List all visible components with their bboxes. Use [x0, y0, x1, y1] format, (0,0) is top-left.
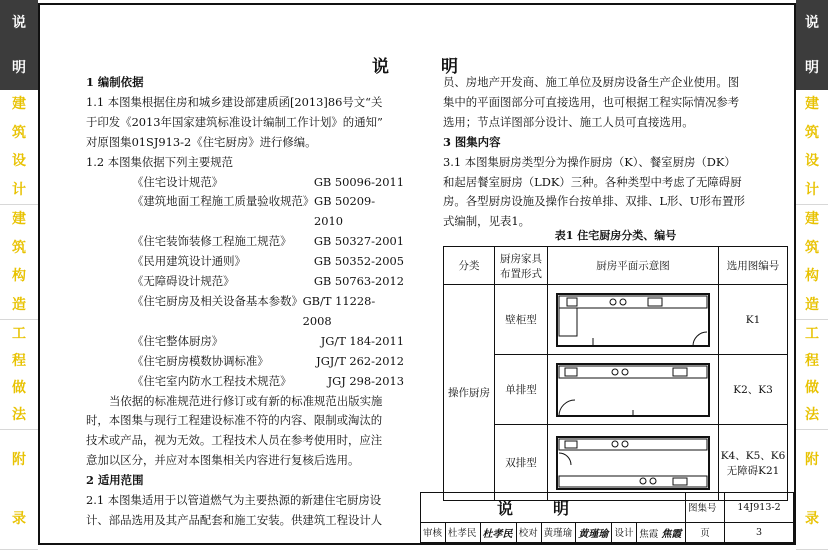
- layout-cell: 双排型: [495, 425, 548, 501]
- section-tab-char: 法: [805, 407, 819, 424]
- paragraph-line: 房。各型厨房设施及操作台按单排、双排、L形、U形布置形: [443, 194, 745, 209]
- table-row: [444, 425, 788, 501]
- section-tab-char: 建: [805, 211, 819, 228]
- standard-item: [86, 252, 404, 272]
- section-tab-char: 说: [12, 14, 26, 31]
- section-1-1: [86, 93, 404, 153]
- header-cell: 选用图编号: [719, 247, 788, 285]
- title-block: [420, 492, 794, 543]
- standard-item: [86, 352, 404, 372]
- header-cell: 厨房平面示意图: [548, 247, 719, 285]
- section-tab-char: 程: [805, 352, 819, 369]
- section-tab-char: 建: [805, 96, 819, 113]
- right-section-tabs: [796, 0, 828, 550]
- section-tab[interactable]: [796, 320, 828, 430]
- standard-code: JGJ 298-2013: [327, 373, 404, 388]
- layout-cell: 单排型: [495, 355, 548, 425]
- layout-cell: 壁柜型: [495, 285, 548, 355]
- design-label: 设计: [612, 522, 637, 542]
- designer-name: 焦霞: [639, 528, 659, 540]
- checker-name: 黄瑾瑜: [541, 522, 576, 542]
- standard-name: 《建筑地面工程施工质量验收规范》: [132, 194, 315, 209]
- standard-code: JGJ/T 262-2012: [316, 353, 404, 368]
- paragraph-line: 集中的平面图部分可直接选用，也可根据工程实际情况参考: [443, 94, 740, 109]
- note-paragraph: [86, 392, 404, 472]
- standard-item: [86, 332, 404, 352]
- designer-signature: 焦霞: [661, 528, 682, 540]
- section-tab-char: 建: [12, 211, 26, 228]
- standard-name: 《住宅厨房模数协调标准》: [132, 353, 269, 368]
- section-tab-char: 筑: [805, 239, 819, 256]
- standard-code: GB 50209-2010: [313, 194, 376, 229]
- standard-item: [86, 272, 404, 292]
- standard-item: [86, 192, 404, 232]
- header-cell: 分类: [444, 247, 495, 285]
- standard-name: 《住宅厨房及相关设备基本参数》: [132, 293, 303, 308]
- right-column: [443, 73, 788, 232]
- paragraph-line: 技术或产品，视为无效。工程技术人员在参考使用时，应注: [86, 433, 383, 448]
- checker-signature: 黄瑾瑜: [576, 522, 612, 542]
- header-cell: 厨房家具布置形式: [495, 247, 548, 285]
- section-tab-char: 录: [12, 511, 26, 528]
- standard-item: [86, 372, 404, 392]
- standard-code: GB/T 11228-2008: [302, 293, 376, 328]
- kitchen-types-table: [443, 246, 788, 501]
- section-tab[interactable]: [0, 0, 38, 90]
- designer-name-and-signature: [637, 522, 686, 542]
- standard-name: 《住宅装饰装修工程施工规范》: [132, 234, 292, 249]
- section-tab-char: 设: [12, 153, 26, 170]
- section-tab-char: 造: [805, 296, 819, 313]
- paragraph-line: 3.1 本图集厨房类型分为操作厨房（K）、餐室厨房（DK）: [443, 154, 736, 169]
- standard-item: [86, 292, 404, 332]
- plan-cell: [548, 425, 719, 501]
- atlas-number: 14J913-2: [725, 493, 794, 523]
- category-cell: 操作厨房: [444, 285, 495, 501]
- sheet-title: 说明: [421, 493, 686, 523]
- paragraph-line: 时，本图集与现行工程建设标准不符的内容、限制或淘汰的: [86, 413, 383, 428]
- section-tab-char: 筑: [12, 124, 26, 141]
- section-tab-char: 造: [12, 296, 26, 313]
- section-1-2-heading: 1.2 本图集依据下列主要规范: [86, 154, 234, 169]
- code-line: K4、K5、K6: [720, 449, 786, 462]
- standard-name: 《住宅整体厨房》: [132, 333, 224, 348]
- paragraph-line: 对原图集01SJ913-2《住宅厨房》进行修编。: [86, 134, 317, 149]
- section-tab-char: 录: [805, 511, 819, 528]
- section-tab[interactable]: [0, 320, 38, 430]
- table-caption: 表1 住宅厨房分类、编号: [554, 229, 677, 242]
- section-tab[interactable]: [0, 90, 38, 205]
- section-1-heading: 1 编制依据: [86, 75, 144, 89]
- plan-double-row-icon: [553, 433, 713, 493]
- section-tab[interactable]: [0, 205, 38, 320]
- table-row: [444, 355, 788, 425]
- section-tab[interactable]: [796, 205, 828, 320]
- section-tab-char: 计: [805, 181, 819, 198]
- section-tab-char: 建: [12, 96, 26, 113]
- plan-single-row-icon: [553, 360, 713, 420]
- review-label: 审核: [421, 522, 446, 542]
- section-tab[interactable]: [0, 430, 38, 550]
- paragraph-line: 计、部品选用及其产品配套和施工安装。供建筑工程设计人: [86, 512, 383, 527]
- section-tab-char: 计: [12, 181, 26, 198]
- standard-name: 《民用建筑设计通则》: [132, 254, 246, 269]
- standard-item: [86, 173, 404, 193]
- section-tab-char: 程: [12, 352, 26, 369]
- paragraph-line: 选用；节点详图部分设计、施工人员可直接选用。: [443, 114, 694, 129]
- standard-item: [86, 232, 404, 252]
- table-header-row: [444, 247, 788, 285]
- section-tab-char: 做: [805, 380, 819, 397]
- standard-name: 《无障碍设计规范》: [132, 274, 235, 289]
- section-tab[interactable]: [796, 0, 828, 90]
- section-tab-char: 明: [805, 59, 819, 76]
- section-tab-char: 筑: [12, 239, 26, 256]
- section-tab-char: 构: [805, 268, 819, 285]
- section-tab[interactable]: [796, 90, 828, 205]
- code-cell: K1: [719, 285, 788, 355]
- paragraph-line: 式编制，见表1。: [443, 214, 530, 229]
- paragraph-line: 意加以区分，并应对本图集相关内容进行复核后选用。: [86, 453, 360, 468]
- section-tab-char: 构: [12, 268, 26, 285]
- left-column: [86, 73, 404, 531]
- reviewer-signature: 杜孝民: [480, 522, 516, 542]
- section-tab-char: 附: [12, 451, 26, 468]
- plan-cell: [548, 355, 719, 425]
- section-2-heading: 2 适用范围: [86, 473, 144, 488]
- standards-list: [86, 173, 404, 392]
- section-tab-char: 筑: [805, 124, 819, 141]
- plan-wall-cabinet-icon: [553, 290, 713, 350]
- standard-code: GB 50763-2012: [313, 274, 404, 289]
- paragraph-line: 和起居餐室厨房（LDK）三种。各种类型中考虑了无障碍厨: [443, 174, 742, 189]
- paragraph-line: 1.1 本图集根据住房和城乡建设部建质函[2013]86号文“关: [86, 94, 383, 109]
- plan-cell: [548, 285, 719, 355]
- code-cell: K2、K3: [719, 355, 788, 425]
- section-tab[interactable]: [796, 430, 828, 550]
- standard-name: 《住宅室内防水工程技术规范》: [132, 373, 292, 388]
- reviewer-name: 杜孝民: [445, 522, 480, 542]
- paragraph-line: 员、房地产开发商、施工单位及厨房设备生产企业使用。图: [443, 75, 740, 89]
- page-number: 3: [725, 522, 794, 542]
- section-tab-char: 工: [12, 325, 26, 342]
- check-label: 校对: [516, 522, 541, 542]
- section-tab-char: 做: [12, 380, 26, 397]
- page-title: 说明: [372, 57, 510, 77]
- section-tab-char: 明: [12, 59, 26, 76]
- standard-code: GB 50096-2011: [313, 174, 404, 189]
- standard-code: GB 50327-2001: [313, 234, 404, 249]
- section-tab-char: 法: [12, 407, 26, 424]
- paragraph-line: 当依据的标准规范进行修订或有新的标准规范出版实施: [109, 393, 383, 408]
- atlas-label: 图集号: [686, 493, 725, 523]
- section-tab-char: 工: [805, 325, 819, 342]
- standard-code: GB 50352-2005: [313, 254, 404, 269]
- code-line: 无障碍K21: [726, 464, 780, 477]
- section-tab-char: 设: [805, 153, 819, 170]
- section-tab-char: 附: [805, 451, 819, 468]
- paragraph-line: 2.1 本图集适用于以管道燃气为主要热源的新建住宅厨房设: [86, 493, 382, 508]
- code-cell: [719, 425, 788, 501]
- section-3-heading: 3 图集内容: [443, 134, 501, 149]
- paragraph-line: 于印发《2013年国家建筑标准设计编制工作计划》的通知”: [86, 114, 383, 129]
- standard-name: 《住宅设计规范》: [132, 174, 224, 189]
- page-label: 页: [686, 522, 725, 542]
- section-tab-char: 说: [805, 14, 819, 31]
- left-section-tabs: [0, 0, 38, 550]
- standard-code: JG/T 184-2011: [320, 333, 404, 348]
- table-row: [444, 285, 788, 355]
